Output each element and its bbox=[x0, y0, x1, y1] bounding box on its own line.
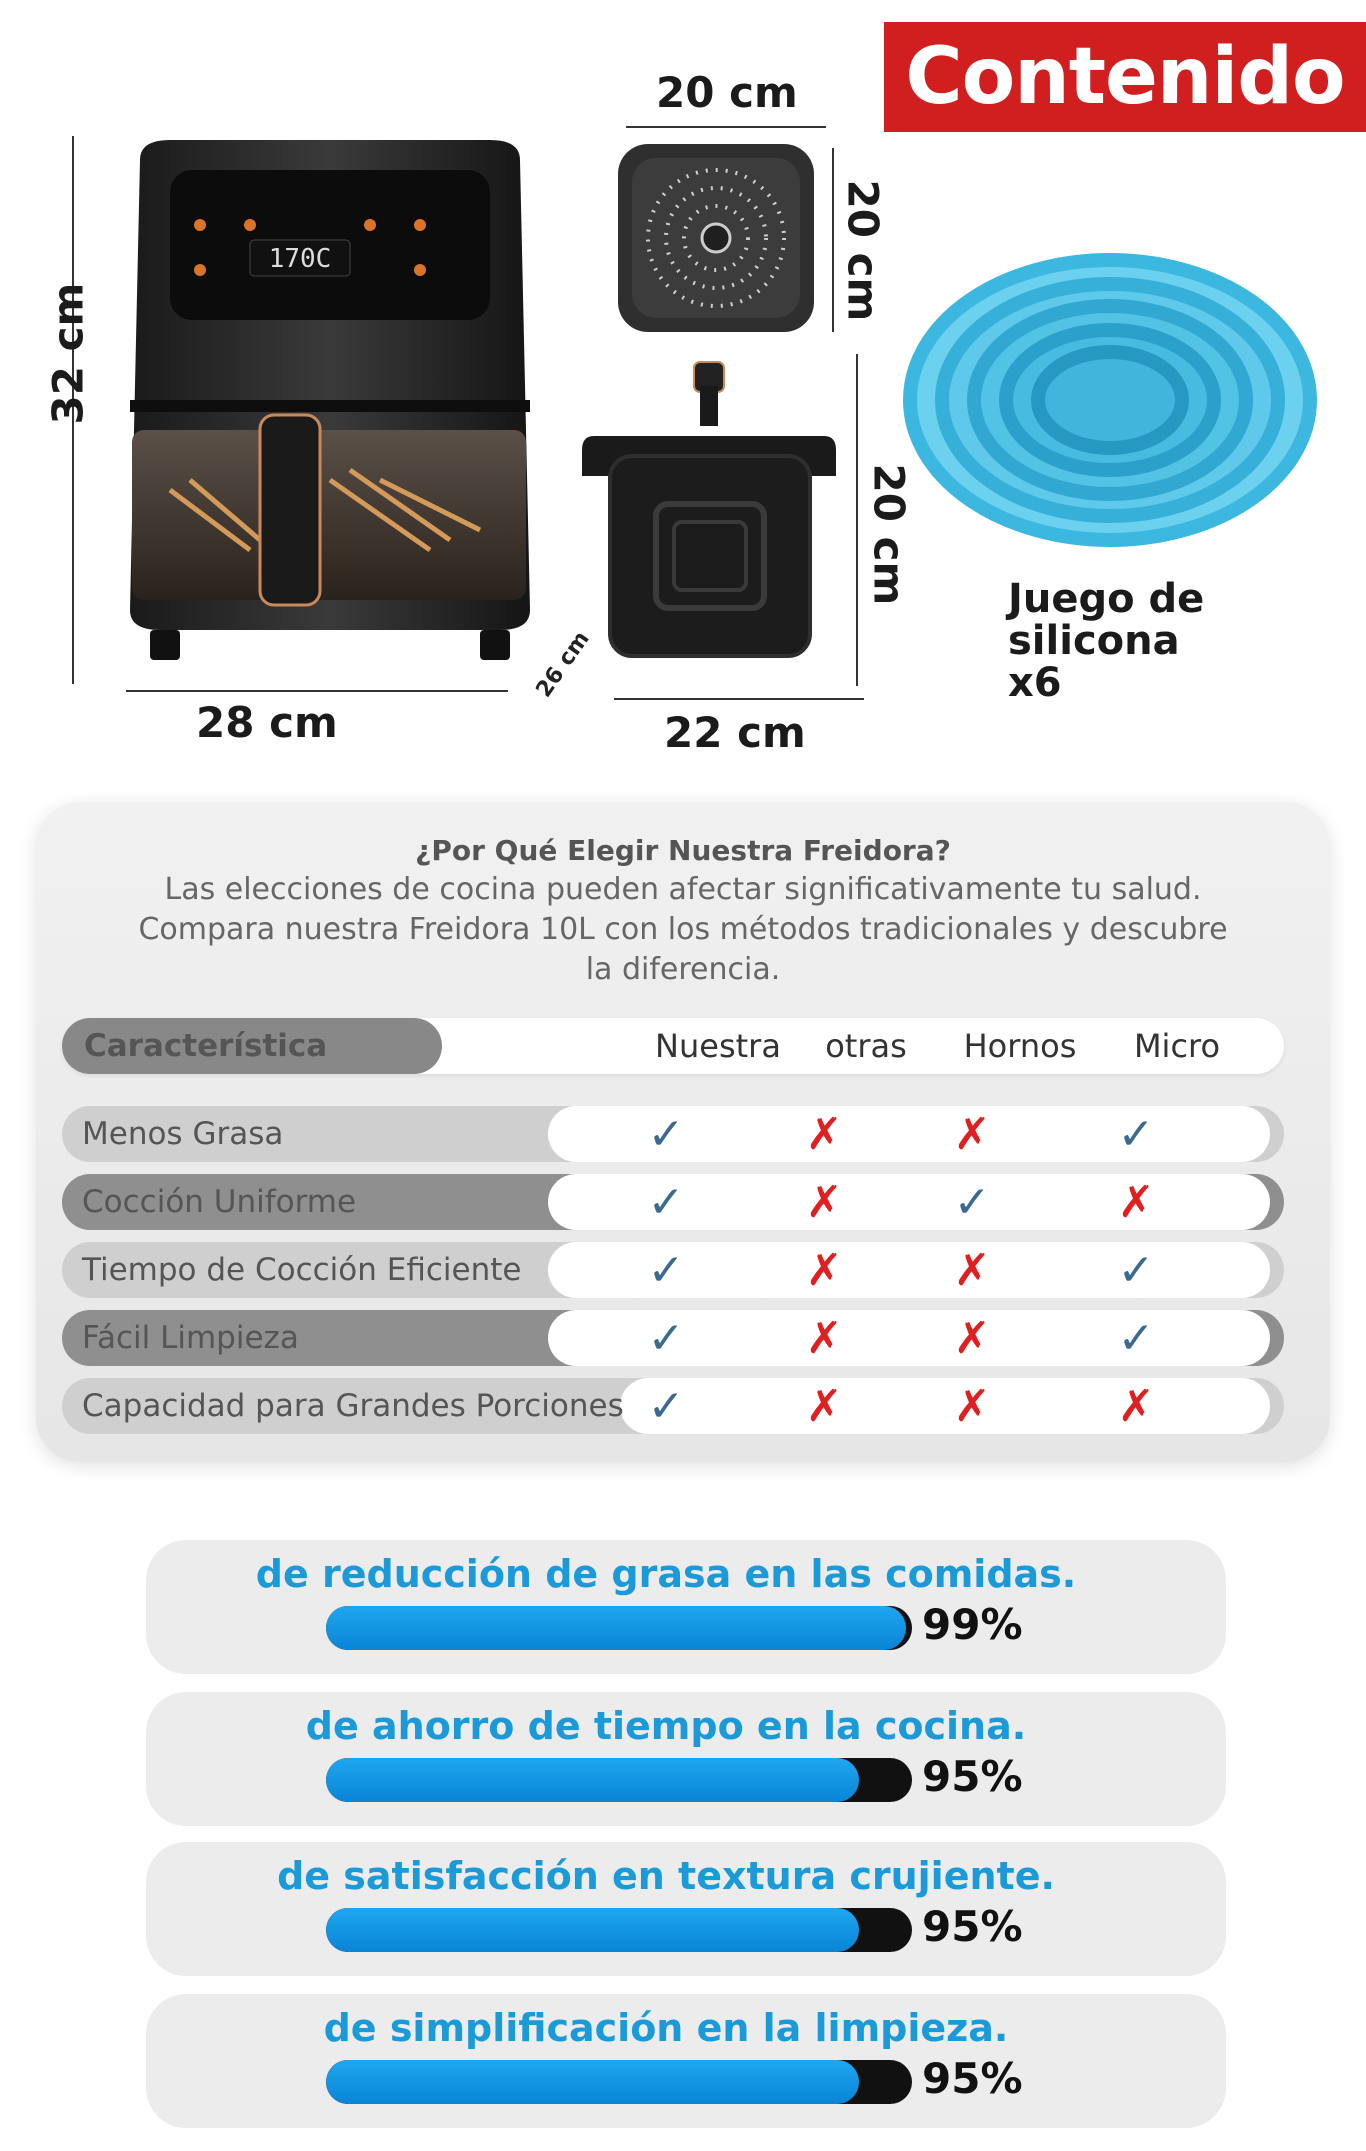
silicone-set-image bbox=[890, 230, 1330, 560]
stat-progress-fill bbox=[326, 2060, 859, 2104]
stat-percent: 95% bbox=[922, 1752, 1023, 1801]
stat-percent: 99% bbox=[922, 1600, 1023, 1649]
row-label: Tiempo de Cocción Eficiente bbox=[82, 1252, 522, 1288]
basket-height-label: 20 cm bbox=[864, 463, 914, 606]
svg-text:170C: 170C bbox=[268, 244, 332, 274]
check-icon: ✓ bbox=[647, 1312, 685, 1364]
check-icon: ✓ bbox=[647, 1244, 685, 1296]
rack-width-label: 20 cm bbox=[656, 68, 798, 117]
rack-depth-line bbox=[832, 148, 834, 332]
check-icon: ✓ bbox=[647, 1176, 685, 1228]
basket-image bbox=[574, 356, 844, 672]
check-icon: ✓ bbox=[953, 1176, 991, 1228]
stat-progress-bar bbox=[326, 1758, 912, 1802]
basket-width-line bbox=[614, 698, 864, 700]
stat-percent: 95% bbox=[922, 2054, 1023, 2103]
col-nuestra: Nuestra bbox=[655, 1027, 781, 1065]
feature-header: Característica bbox=[62, 1018, 442, 1074]
fryer-height-label: 32 cm bbox=[43, 282, 93, 425]
comparison-row bbox=[62, 1378, 1284, 1434]
check-icon: ✓ bbox=[1117, 1312, 1155, 1364]
stat-text: de reducción de grasa en las comidas. bbox=[255, 1552, 1077, 1596]
cross-icon: ✗ bbox=[1117, 1380, 1155, 1432]
row-label: Fácil Limpieza bbox=[82, 1320, 299, 1356]
comparison-header bbox=[62, 1018, 1284, 1074]
rack-depth-label: 20 cm bbox=[838, 179, 888, 322]
comparison-intro: Las elecciones de cocina pueden afectar significativamente tu salud. Compara nuestra Freidora 10L con los métodos tradicionales y descubre la diferencia. bbox=[138, 872, 1228, 987]
rack-width-line bbox=[626, 126, 826, 128]
stat-progress-fill bbox=[326, 1908, 859, 1952]
cross-icon: ✗ bbox=[953, 1380, 991, 1432]
fryer-width-label: 28 cm bbox=[196, 698, 338, 747]
stat-progress-bar bbox=[326, 1908, 912, 1952]
comparison-row bbox=[62, 1310, 1284, 1366]
cross-icon: ✗ bbox=[953, 1108, 991, 1160]
col-hornos: Hornos bbox=[963, 1027, 1077, 1065]
cross-icon: ✗ bbox=[805, 1244, 843, 1296]
contenido-banner bbox=[884, 22, 1366, 132]
col-micro: Micro bbox=[1133, 1027, 1221, 1065]
stat-text: de satisfacción en textura crujiente. bbox=[277, 1854, 1055, 1898]
fryer-depth-label: 26 cm bbox=[531, 626, 595, 703]
stat-progress-fill bbox=[326, 1758, 859, 1802]
cross-icon: ✗ bbox=[1117, 1176, 1155, 1228]
stat-text: de simplificación en la limpieza. bbox=[323, 2006, 1009, 2050]
check-icon: ✓ bbox=[1117, 1244, 1155, 1296]
stat-text: de ahorro de tiempo en la cocina. bbox=[305, 1704, 1027, 1748]
check-icon: ✓ bbox=[1117, 1108, 1155, 1160]
fryer-width-line bbox=[126, 690, 508, 692]
comparison-row bbox=[62, 1106, 1284, 1162]
cross-icon: ✗ bbox=[805, 1176, 843, 1228]
stat-progress-bar bbox=[326, 2060, 912, 2104]
air-fryer-image bbox=[100, 130, 560, 690]
stat-percent: 95% bbox=[922, 1902, 1023, 1951]
row-label: Capacidad para Grandes Porciones bbox=[82, 1388, 624, 1424]
check-icon: ✓ bbox=[647, 1380, 685, 1432]
silicone-set-label: Juego de silicona x6 bbox=[1008, 576, 1205, 706]
basket-width-label: 22 cm bbox=[664, 708, 806, 757]
cross-icon: ✗ bbox=[805, 1380, 843, 1432]
comparison-row bbox=[62, 1242, 1284, 1298]
stat-progress-bar bbox=[326, 1606, 912, 1650]
stat-progress-fill bbox=[326, 1606, 906, 1650]
row-label: Menos Grasa bbox=[82, 1116, 284, 1152]
cross-icon: ✗ bbox=[953, 1244, 991, 1296]
comparison-title: ¿Por Qué Elegir Nuestra Freidora? bbox=[415, 834, 951, 867]
comparison-row bbox=[62, 1174, 1284, 1230]
cross-icon: ✗ bbox=[953, 1312, 991, 1364]
cooking-rack-image bbox=[614, 140, 818, 336]
check-icon: ✓ bbox=[647, 1108, 685, 1160]
cross-icon: ✗ bbox=[805, 1312, 843, 1364]
basket-height-line bbox=[856, 354, 858, 686]
banner-title: Contenido bbox=[905, 32, 1345, 122]
col-otras: otras bbox=[825, 1027, 907, 1065]
row-label: Cocción Uniforme bbox=[82, 1184, 357, 1220]
cross-icon: ✗ bbox=[805, 1108, 843, 1160]
